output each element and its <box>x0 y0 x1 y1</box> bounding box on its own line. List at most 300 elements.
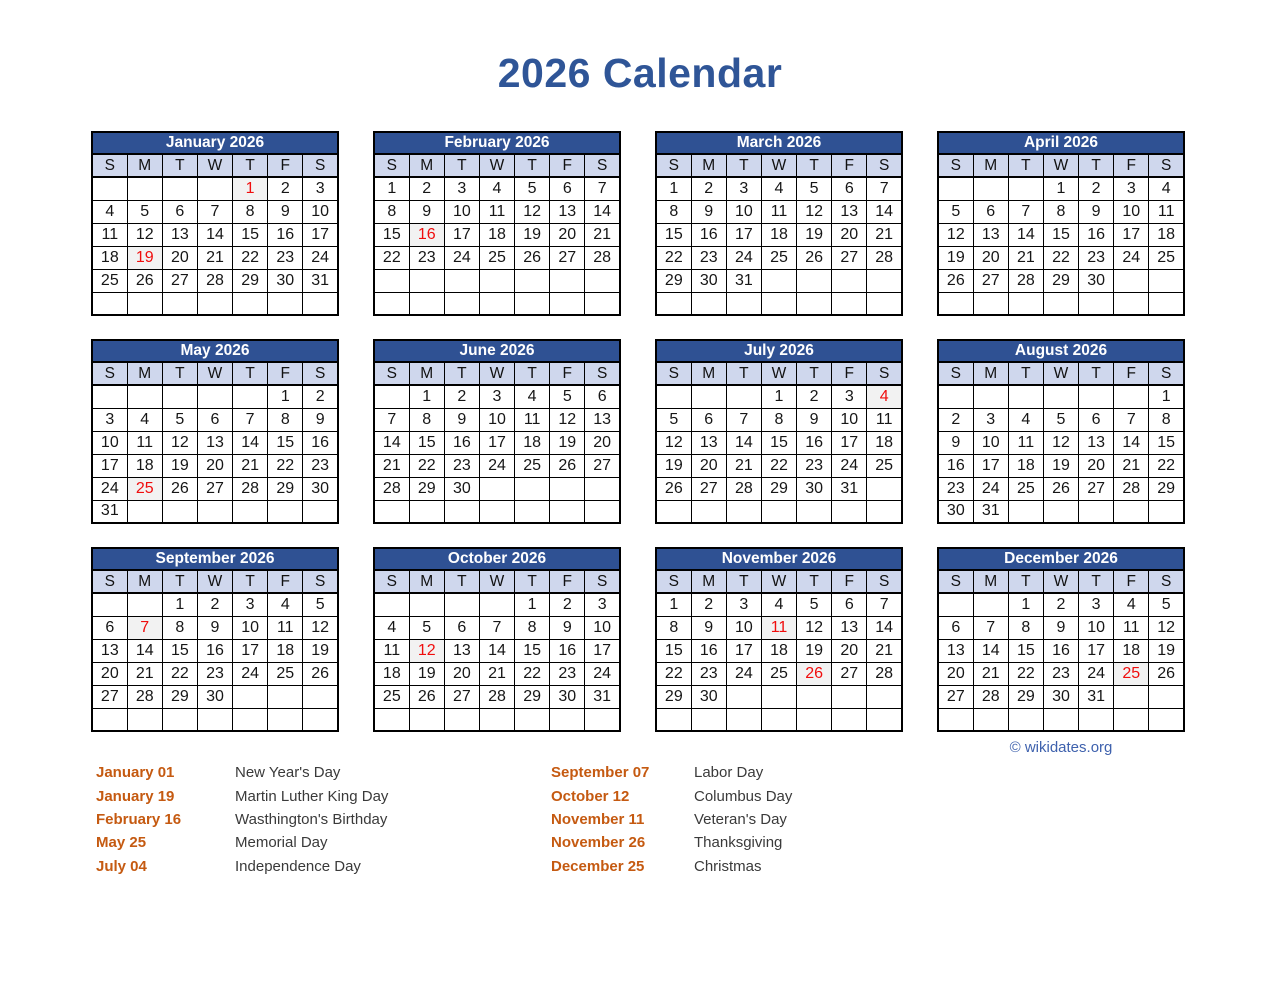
date-cell: 8 <box>656 200 691 223</box>
date-cell: 1 <box>656 593 691 616</box>
empty-cell <box>832 708 867 731</box>
empty-cell <box>656 292 691 315</box>
day-header-cell: F <box>550 154 585 177</box>
date-cell: 14 <box>1008 223 1043 246</box>
day-header-cell: F <box>832 154 867 177</box>
date-cell: 10 <box>92 431 127 454</box>
date-cell: 21 <box>479 662 514 685</box>
date-cell: 19 <box>162 454 197 477</box>
empty-cell <box>691 292 726 315</box>
date-cell: 9 <box>268 200 303 223</box>
date-cell: 11 <box>92 223 127 246</box>
date-cell: 14 <box>197 223 232 246</box>
date-cell: 19 <box>938 246 973 269</box>
date-cell: 21 <box>973 662 1008 685</box>
holiday-name: Labor Day <box>694 764 764 782</box>
date-cell: 24 <box>973 477 1008 500</box>
empty-cell <box>233 685 268 708</box>
date-cell: 24 <box>1079 662 1114 685</box>
date-cell: 28 <box>233 477 268 500</box>
day-header-cell: S <box>1149 154 1184 177</box>
date-cell: 22 <box>515 662 550 685</box>
empty-cell <box>585 269 620 292</box>
week-row <box>374 454 620 477</box>
holiday-name: Christmas <box>694 857 762 875</box>
day-header-cell: T <box>515 154 550 177</box>
week-row <box>374 223 620 246</box>
date-cell: 16 <box>938 454 973 477</box>
date-cell: 6 <box>973 200 1008 223</box>
date-cell: 24 <box>479 454 514 477</box>
empty-cell <box>585 292 620 315</box>
week-row <box>656 177 902 200</box>
date-cell: 25 <box>374 685 409 708</box>
date-cell: 27 <box>938 685 973 708</box>
date-cell: 27 <box>444 685 479 708</box>
week-row <box>656 385 902 408</box>
date-cell: 4 <box>479 177 514 200</box>
date-cell: 16 <box>197 639 232 662</box>
day-header-cell: F <box>1114 570 1149 593</box>
date-cell: 14 <box>867 616 902 639</box>
day-header-cell: T <box>797 362 832 385</box>
date-cell: 18 <box>1149 223 1184 246</box>
day-header-cell: M <box>409 570 444 593</box>
date-cell: 28 <box>867 662 902 685</box>
date-cell: 19 <box>409 662 444 685</box>
date-cell: 18 <box>1008 454 1043 477</box>
date-cell: 25 <box>92 269 127 292</box>
date-cell: 3 <box>973 408 1008 431</box>
empty-cell <box>444 269 479 292</box>
date-cell: 17 <box>726 223 761 246</box>
week-row <box>92 408 338 431</box>
date-cell: 8 <box>1149 408 1184 431</box>
day-header-cell: S <box>585 362 620 385</box>
week-row <box>938 246 1184 269</box>
holiday-name: Memorial Day <box>235 834 328 852</box>
day-header-cell: S <box>303 154 338 177</box>
date-cell: 18 <box>374 662 409 685</box>
month-title: September 2026 <box>92 548 338 570</box>
month-header-row <box>374 132 620 154</box>
date-cell: 15 <box>1149 431 1184 454</box>
date-cell: 1 <box>656 177 691 200</box>
date-cell: 17 <box>726 639 761 662</box>
date-cell: 14 <box>374 431 409 454</box>
day-header-cell: W <box>197 570 232 593</box>
week-row <box>656 477 902 500</box>
day-header-cell: S <box>656 154 691 177</box>
day-header-cell: T <box>1008 154 1043 177</box>
date-cell: 30 <box>691 269 726 292</box>
date-cell: 27 <box>691 477 726 500</box>
day-header-cell: W <box>197 154 232 177</box>
date-cell: 3 <box>832 385 867 408</box>
week-row <box>656 454 902 477</box>
date-cell: 27 <box>92 685 127 708</box>
date-cell: 4 <box>374 616 409 639</box>
date-cell: 31 <box>1079 685 1114 708</box>
date-cell: 29 <box>409 477 444 500</box>
empty-cell <box>938 177 973 200</box>
empty-cell <box>973 385 1008 408</box>
day-header-cell: M <box>409 362 444 385</box>
empty-cell <box>479 292 514 315</box>
date-cell: 23 <box>409 246 444 269</box>
empty-cell <box>409 593 444 616</box>
holiday-name: Veteran's Day <box>694 810 787 828</box>
date-cell: 18 <box>761 223 796 246</box>
date-cell: 5 <box>515 177 550 200</box>
date-cell: 28 <box>973 685 1008 708</box>
week-row <box>92 477 338 500</box>
week-row <box>374 431 620 454</box>
date-cell: 22 <box>1008 662 1043 685</box>
date-cell: 19 <box>303 639 338 662</box>
empty-cell <box>197 385 232 408</box>
date-cell: 1 <box>515 593 550 616</box>
empty-cell <box>1043 292 1078 315</box>
date-cell: 5 <box>938 200 973 223</box>
date-cell: 26 <box>938 269 973 292</box>
date-cell: 4 <box>268 593 303 616</box>
week-row <box>938 200 1184 223</box>
month-march <box>655 131 903 316</box>
empty-cell <box>1043 385 1078 408</box>
date-cell: 11 <box>127 431 162 454</box>
empty-cell <box>197 708 232 731</box>
date-cell: 6 <box>832 177 867 200</box>
date-cell: 23 <box>550 662 585 685</box>
day-header-cell: W <box>1043 154 1078 177</box>
day-header-cell: T <box>444 570 479 593</box>
date-cell: 23 <box>444 454 479 477</box>
empty-cell <box>867 477 902 500</box>
date-cell: 15 <box>656 639 691 662</box>
date-cell: 13 <box>550 200 585 223</box>
weekday-header-row <box>938 154 1184 177</box>
empty-cell <box>1079 500 1114 523</box>
week-row <box>938 269 1184 292</box>
date-cell: 13 <box>585 408 620 431</box>
date-cell: 20 <box>197 454 232 477</box>
date-cell: 15 <box>656 223 691 246</box>
date-cell: 23 <box>197 662 232 685</box>
date-cell: 20 <box>550 223 585 246</box>
date-cell: 7 <box>374 408 409 431</box>
date-cell: 2 <box>797 385 832 408</box>
week-row <box>92 685 338 708</box>
day-header-cell: S <box>867 570 902 593</box>
date-cell: 9 <box>691 200 726 223</box>
date-cell: 8 <box>374 200 409 223</box>
day-header-cell: T <box>726 570 761 593</box>
empty-cell <box>162 500 197 523</box>
date-cell: 5 <box>550 385 585 408</box>
empty-cell <box>374 593 409 616</box>
date-cell: 22 <box>1149 454 1184 477</box>
week-row <box>374 200 620 223</box>
date-cell: 8 <box>268 408 303 431</box>
holiday-name: Wasthington's Birthday <box>235 810 388 828</box>
empty-cell <box>479 593 514 616</box>
date-cell: 1 <box>1043 177 1078 200</box>
day-header-cell: M <box>691 362 726 385</box>
date-cell: 28 <box>585 246 620 269</box>
date-cell: 12 <box>127 223 162 246</box>
date-cell: 8 <box>409 408 444 431</box>
date-cell: 29 <box>162 685 197 708</box>
date-cell: 18 <box>268 639 303 662</box>
date-cell: 11 <box>1149 200 1184 223</box>
page-title: 2026 Calendar <box>497 50 783 96</box>
weekday-header-row <box>92 570 338 593</box>
holiday-date: October 12 <box>551 787 630 805</box>
empty-cell <box>1008 708 1043 731</box>
day-header-cell: T <box>797 570 832 593</box>
date-cell: 6 <box>162 200 197 223</box>
month-august <box>937 339 1185 524</box>
date-cell: 7 <box>973 616 1008 639</box>
month-title: May 2026 <box>92 340 338 362</box>
day-header-cell: S <box>867 154 902 177</box>
date-cell: 7 <box>726 408 761 431</box>
date-cell: 21 <box>867 639 902 662</box>
holiday-date-cell: 26 <box>797 662 832 685</box>
date-cell: 12 <box>797 200 832 223</box>
date-cell: 13 <box>444 639 479 662</box>
date-cell: 28 <box>726 477 761 500</box>
empty-cell <box>1149 708 1184 731</box>
empty-cell <box>797 292 832 315</box>
date-cell: 5 <box>656 408 691 431</box>
month-header-row <box>656 132 902 154</box>
week-row <box>656 200 902 223</box>
date-cell: 12 <box>797 616 832 639</box>
day-header-cell: S <box>938 362 973 385</box>
day-header-cell: T <box>233 154 268 177</box>
date-cell: 5 <box>303 593 338 616</box>
week-row <box>92 454 338 477</box>
holiday-date-cell: 25 <box>127 477 162 500</box>
day-header-cell: S <box>303 362 338 385</box>
date-cell: 2 <box>938 408 973 431</box>
empty-cell <box>1008 177 1043 200</box>
date-cell: 20 <box>444 662 479 685</box>
date-cell: 17 <box>1079 639 1114 662</box>
date-cell: 10 <box>973 431 1008 454</box>
week-row <box>656 408 902 431</box>
holiday-list-item <box>96 761 388 784</box>
day-header-cell: T <box>1008 570 1043 593</box>
date-cell: 7 <box>479 616 514 639</box>
date-cell: 23 <box>303 454 338 477</box>
empty-cell <box>1079 708 1114 731</box>
date-cell: 7 <box>867 177 902 200</box>
date-cell: 7 <box>233 408 268 431</box>
date-cell: 8 <box>515 616 550 639</box>
date-cell: 13 <box>938 639 973 662</box>
date-cell: 2 <box>409 177 444 200</box>
month-header-row <box>656 340 902 362</box>
holiday-list-item <box>551 831 792 854</box>
date-cell: 22 <box>162 662 197 685</box>
day-header-cell: S <box>374 154 409 177</box>
empty-cell <box>303 500 338 523</box>
day-header-cell: S <box>938 570 973 593</box>
date-cell: 18 <box>92 246 127 269</box>
date-cell: 30 <box>550 685 585 708</box>
date-cell: 5 <box>797 593 832 616</box>
date-cell: 21 <box>1008 246 1043 269</box>
date-cell: 1 <box>1008 593 1043 616</box>
empty-cell <box>1114 269 1149 292</box>
date-cell: 4 <box>1114 593 1149 616</box>
empty-cell <box>938 708 973 731</box>
empty-cell <box>162 177 197 200</box>
date-cell: 8 <box>162 616 197 639</box>
empty-cell <box>92 708 127 731</box>
day-header-cell: F <box>832 362 867 385</box>
empty-cell <box>1149 685 1184 708</box>
date-cell: 6 <box>197 408 232 431</box>
date-cell: 3 <box>233 593 268 616</box>
week-row <box>938 685 1184 708</box>
day-header-cell: S <box>92 570 127 593</box>
empty-cell <box>656 385 691 408</box>
date-cell: 11 <box>374 639 409 662</box>
day-header-cell: M <box>973 362 1008 385</box>
date-cell: 17 <box>973 454 1008 477</box>
empty-cell <box>1149 500 1184 523</box>
calendar-grid <box>91 131 1185 732</box>
empty-cell <box>92 292 127 315</box>
date-cell: 30 <box>197 685 232 708</box>
date-cell: 31 <box>973 500 1008 523</box>
holiday-list-item <box>551 761 792 784</box>
day-header-cell: T <box>1008 362 1043 385</box>
week-row <box>938 639 1184 662</box>
day-header-cell: M <box>973 154 1008 177</box>
month-july <box>655 339 903 524</box>
empty-cell <box>550 500 585 523</box>
date-cell: 20 <box>973 246 1008 269</box>
date-cell: 13 <box>197 431 232 454</box>
holiday-date: November 11 <box>551 810 645 828</box>
week-row <box>92 593 338 616</box>
day-header-cell: W <box>197 362 232 385</box>
empty-cell <box>233 500 268 523</box>
empty-cell <box>1149 269 1184 292</box>
date-cell: 15 <box>268 431 303 454</box>
empty-cell <box>1043 500 1078 523</box>
day-header-cell: T <box>1079 154 1114 177</box>
empty-cell <box>1114 685 1149 708</box>
date-cell: 5 <box>409 616 444 639</box>
month-october <box>373 547 621 732</box>
weekday-header-row <box>938 362 1184 385</box>
empty-cell <box>585 477 620 500</box>
week-row <box>374 246 620 269</box>
date-cell: 22 <box>409 454 444 477</box>
date-cell: 24 <box>726 662 761 685</box>
date-cell: 26 <box>127 269 162 292</box>
day-header-cell: M <box>127 570 162 593</box>
week-row <box>92 431 338 454</box>
day-header-cell: W <box>761 570 796 593</box>
date-cell: 22 <box>656 246 691 269</box>
date-cell: 6 <box>1079 408 1114 431</box>
day-header-cell: S <box>374 362 409 385</box>
date-cell: 8 <box>656 616 691 639</box>
month-header-row <box>92 548 338 570</box>
empty-cell <box>233 292 268 315</box>
day-header-cell: T <box>162 154 197 177</box>
holiday-date-cell: 1 <box>233 177 268 200</box>
month-header-row <box>938 340 1184 362</box>
date-cell: 27 <box>162 269 197 292</box>
date-cell: 22 <box>233 246 268 269</box>
date-cell: 3 <box>726 593 761 616</box>
day-header-cell: S <box>92 362 127 385</box>
date-cell: 1 <box>268 385 303 408</box>
date-cell: 27 <box>550 246 585 269</box>
empty-cell <box>268 500 303 523</box>
day-header-cell: S <box>585 570 620 593</box>
date-cell: 11 <box>1114 616 1149 639</box>
empty-cell <box>973 593 1008 616</box>
date-cell: 9 <box>1043 616 1078 639</box>
date-cell: 19 <box>656 454 691 477</box>
empty-cell <box>797 269 832 292</box>
empty-cell <box>1114 385 1149 408</box>
date-cell: 17 <box>444 223 479 246</box>
empty-cell <box>726 292 761 315</box>
date-cell: 5 <box>127 200 162 223</box>
date-cell: 4 <box>1149 177 1184 200</box>
date-cell: 16 <box>1043 639 1078 662</box>
week-row <box>374 177 620 200</box>
empty-cell <box>444 500 479 523</box>
date-cell: 6 <box>585 385 620 408</box>
week-row <box>938 477 1184 500</box>
date-cell: 12 <box>515 200 550 223</box>
empty-cell <box>127 385 162 408</box>
date-cell: 7 <box>585 177 620 200</box>
empty-cell <box>797 685 832 708</box>
holiday-list-item <box>96 784 388 807</box>
date-cell: 6 <box>938 616 973 639</box>
weekday-header-row <box>656 154 902 177</box>
empty-cell <box>127 500 162 523</box>
empty-cell <box>479 269 514 292</box>
date-cell: 12 <box>162 431 197 454</box>
empty-cell <box>1114 500 1149 523</box>
empty-cell <box>761 500 796 523</box>
week-row <box>938 177 1184 200</box>
date-cell: 10 <box>303 200 338 223</box>
holiday-date: December 25 <box>551 857 645 875</box>
empty-cell <box>444 708 479 731</box>
date-cell: 2 <box>444 385 479 408</box>
holiday-date: November 26 <box>551 834 646 852</box>
attribution-link[interactable]: © wikidates.org <box>1009 739 1113 756</box>
date-cell: 28 <box>1008 269 1043 292</box>
day-header-cell: W <box>761 154 796 177</box>
week-row <box>656 708 902 731</box>
day-header-cell: T <box>162 570 197 593</box>
